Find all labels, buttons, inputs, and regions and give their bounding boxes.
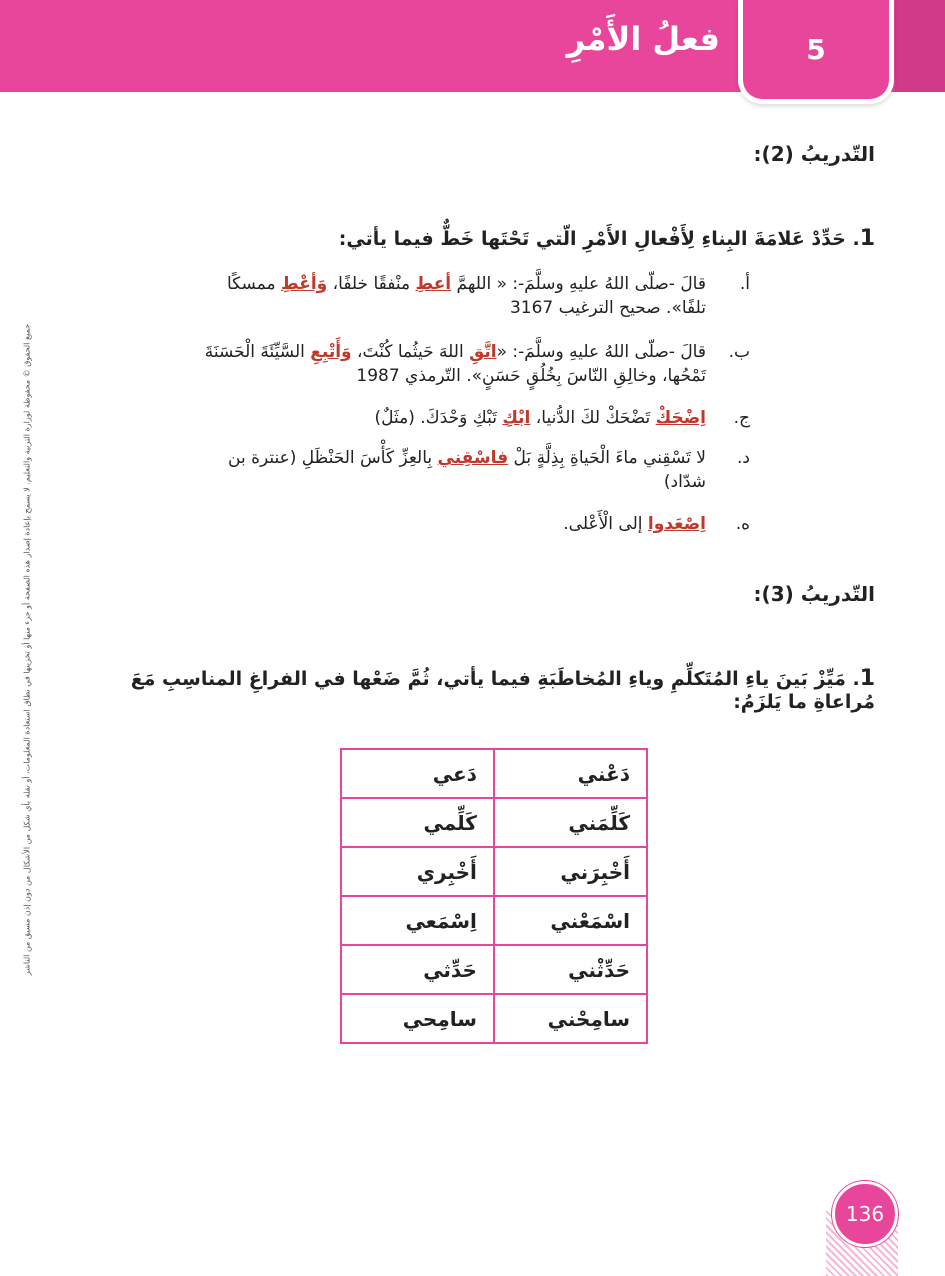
table-row bbox=[341, 896, 647, 945]
item-text: إلى الْأَعْلى. bbox=[563, 514, 648, 534]
exercise2-item-b bbox=[190, 340, 750, 388]
exercise3-heading: التّدريبُ (3): bbox=[753, 582, 875, 606]
table-cell: اِسْمَعي bbox=[341, 896, 494, 945]
item-text: ممسكًا تلفًا». صحيح الترغيب 3167 bbox=[226, 274, 706, 318]
exercise2-instruction: 1. حَدِّدْ عَلامَةَ البِناءِ لِأَفْعالِ الأَمْرِ الّتي تَحْتَها خَطٌّ فيما يأتي: bbox=[338, 226, 875, 251]
chapter-title: فعلُ الأَمْرِ bbox=[566, 20, 720, 58]
highlighted-verb: اِضْحَكْ bbox=[655, 408, 706, 428]
item-marker: ب. bbox=[728, 342, 750, 362]
highlighted-verb: أعطِ bbox=[415, 274, 452, 294]
page-number-badge bbox=[832, 1181, 898, 1247]
exercise2-item-a bbox=[190, 272, 750, 320]
table-cell: حَدِّثي bbox=[341, 945, 494, 994]
item-text: منْفقًا خلفًا، bbox=[327, 274, 416, 294]
exercise3-number: 1 bbox=[859, 666, 875, 691]
item-text: تَضْحَكْ لكَ الدُّنيا، bbox=[530, 408, 656, 428]
item-marker: أ. bbox=[739, 274, 750, 294]
table-cell: أَخْبِرَني bbox=[494, 847, 647, 896]
item-marker: ج. bbox=[733, 408, 750, 428]
chapter-number-box bbox=[738, 0, 894, 104]
highlighted-verb: وَأَتْبِعِ bbox=[310, 342, 352, 362]
table-cell: دَعْني bbox=[494, 749, 647, 798]
highlighted-verb: ابْكِ bbox=[502, 408, 531, 428]
table-row bbox=[341, 994, 647, 1043]
table-cell: سامِحْني bbox=[494, 994, 647, 1043]
table-row bbox=[341, 749, 647, 798]
word-table bbox=[340, 748, 648, 1044]
table-row bbox=[341, 945, 647, 994]
item-text: اللهَ حَيثُما كُنْتَ، bbox=[351, 342, 470, 362]
exercise2-item-e bbox=[190, 512, 750, 536]
exercise3-instruction: 1. مَيِّزْ بَينَ ياءِ المُتَكلِّمِ وياءِ المُخاطَبَةِ فيما يأتي، ثُمَّ ضَعْها في الفراغِ المناسِبِ مَعَ مُراعاةِ ما يَلزَمُ: bbox=[130, 666, 875, 713]
header-pattern-strip bbox=[895, 0, 945, 92]
exercise2-heading: التّدريبُ (2): bbox=[753, 142, 875, 166]
table-cell: حَدِّثْني bbox=[494, 945, 647, 994]
highlighted-verb: اِصْعَدوا bbox=[647, 514, 706, 534]
exercise2-item-d bbox=[190, 446, 750, 494]
item-text: قالَ -صلّى اللهُ عليهِ وسلَّمَ-: « bbox=[496, 342, 706, 362]
highlighted-verb: اتَّقِ bbox=[469, 342, 497, 362]
exercise2-item-c bbox=[190, 406, 750, 430]
item-text: قالَ -صلّى اللهُ عليهِ وسلَّمَ-: « اللهمَّ bbox=[451, 274, 706, 294]
page-number: 136 bbox=[845, 1202, 885, 1226]
table-row bbox=[341, 798, 647, 847]
copyright-text: جميع الحقوق © محفوظة لوزارة التربية والتعليم. لا يسمح بإعادة إصدار هذه الصفحة أو جزء منها أو تخزينها في نطاق استعادة المعلومات، أو نقله بأي شكل من الأشكال من دون إذن مسبق من الناشر bbox=[22, 323, 32, 976]
item-marker: ه. bbox=[735, 514, 750, 534]
table-cell: اسْمَعْني bbox=[494, 896, 647, 945]
exercise2-instruction-text: حَدِّدْ عَلامَةَ البِناءِ لِأَفْعالِ الأَمْرِ الّتي تَحْتَها خَطٌّ فيما يأتي: bbox=[338, 228, 846, 250]
highlighted-verb: فاسْقِني bbox=[437, 448, 509, 468]
table-row bbox=[341, 847, 647, 896]
table-cell: كَلِّمي bbox=[341, 798, 494, 847]
table-cell: أَخْبِري bbox=[341, 847, 494, 896]
item-text: تَبْكِ وَحْدَكَ. (مثَلٌ) bbox=[374, 408, 503, 428]
item-marker: د. bbox=[737, 448, 750, 468]
table-cell: دَعي bbox=[341, 749, 494, 798]
item-text: بِالعِزِّ كَأْسَ الحَنْظَلِ (عنترة بن شدّاد) bbox=[228, 448, 706, 492]
chapter-number: 5 bbox=[806, 33, 826, 66]
table-cell: سامِحي bbox=[341, 994, 494, 1043]
table-cell: كَلِّمَني bbox=[494, 798, 647, 847]
highlighted-verb: وَأعْطِ bbox=[281, 274, 328, 294]
exercise2-number: 1 bbox=[859, 226, 875, 251]
item-text: السَّيِّئَةَ الْحَسَنَةَ تَمْحُها، وخالِقِ النّاسَ بِخُلُقٍ حَسَنٍ». التّرمذي 1987 bbox=[204, 342, 706, 386]
copyright-side-note bbox=[22, 300, 32, 1000]
item-text: لا تَسْقِني ماءَ الْحَياةِ بِذِلَّةٍ بَلْ bbox=[508, 448, 706, 468]
exercise3-instruction-text: مَيِّزْ بَينَ ياءِ المُتَكلِّمِ وياءِ المُخاطَبَةِ فيما يأتي، ثُمَّ ضَعْها في الفراغِ المناسِبِ مَعَ مُراعاةِ ما يَلزَمُ: bbox=[130, 668, 875, 713]
